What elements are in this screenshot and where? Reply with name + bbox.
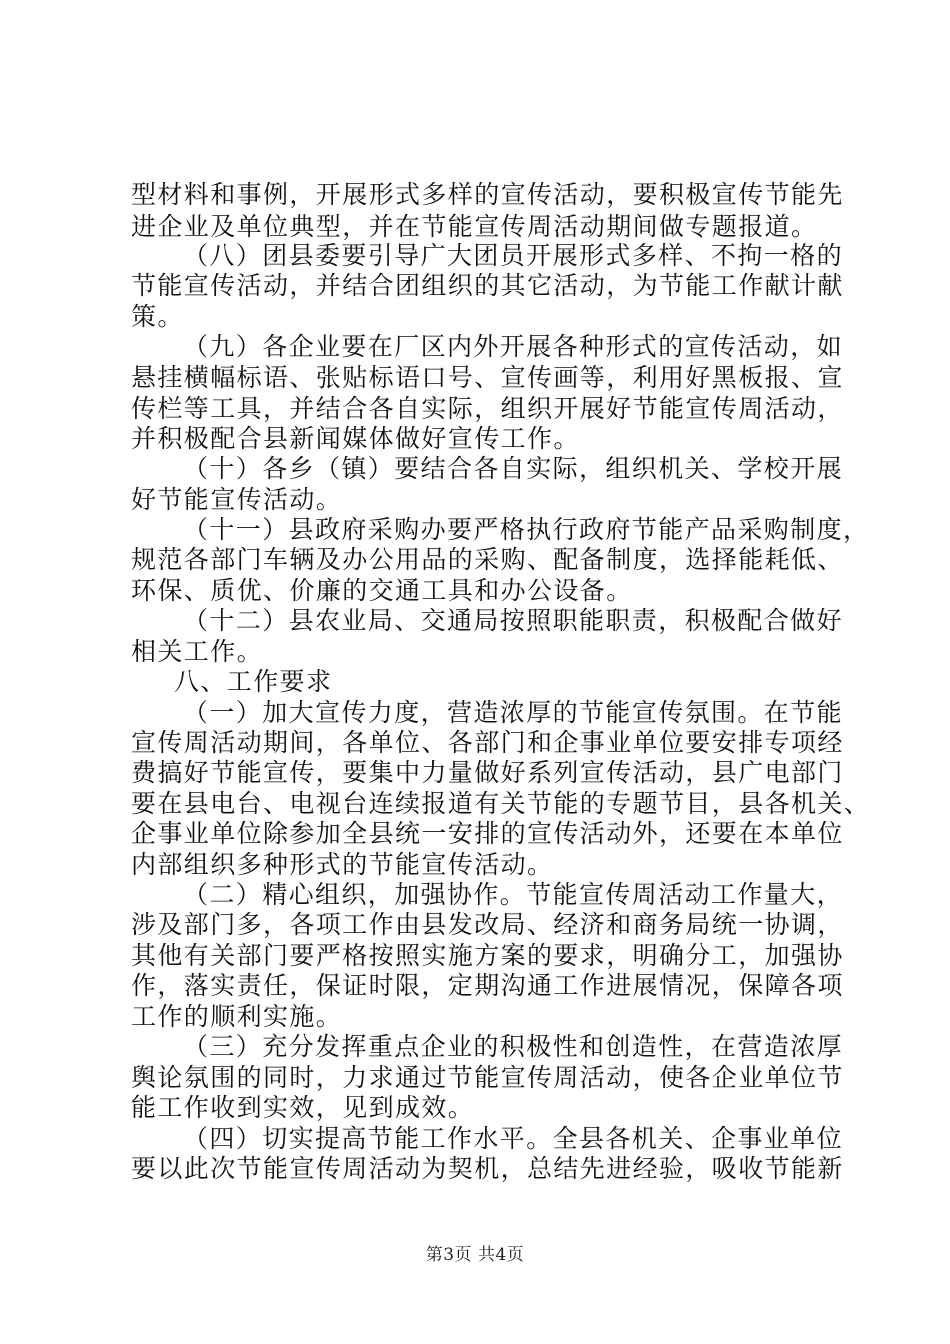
text-line: 内部组织多种形式的节能宣传活动。 <box>131 850 554 879</box>
text-line: 要以此次节能宣传周活动为契机，总结先进经验，吸收节能新 <box>131 1154 844 1183</box>
text-line: 能工作收到实效，见到成效。 <box>131 1093 475 1122</box>
text-line: 要在县电台、电视台连续报道有关节能的专题节目，县各机关、 <box>131 789 871 818</box>
section-heading: 八、工作要求 <box>174 667 333 696</box>
text-line: （二）精心组织，加强协作。节能宣传周活动工作量大， <box>183 880 844 909</box>
text-line: 企事业单位除参加全县统一安排的宣传活动外，还要在本单位 <box>131 819 844 848</box>
text-line: 费搞好节能宣传，要集中力量做好系列宣传活动，县广电部门 <box>131 758 844 787</box>
page-footer: 第3页 共4页 <box>425 1245 525 1265</box>
text-line: （十一）县政府采购办要严格执行政府节能产品采购制度， <box>183 515 870 544</box>
text-line: 舆论氛围的同时，力求通过节能宣传周活动，使各企业单位节 <box>131 1063 844 1092</box>
text-line: （一）加大宣传力度，营造浓厚的节能宣传氛围。在节能 <box>183 698 844 727</box>
text-line: 宣传周活动期间，各单位、各部门和企事业单位要安排专项经 <box>131 728 844 757</box>
text-line: （八）团县委要引导广大团员开展形式多样、不拘一格的 <box>183 241 844 270</box>
text-line: （十）各乡（镇）要结合各自实际，组织机关、学校开展 <box>183 454 844 483</box>
text-line: 节能宣传活动，并结合团组织的其它活动，为节能工作献计献 <box>131 271 844 300</box>
text-line: 其他有关部门要严格按照实施方案的要求，明确分工，加强协 <box>131 941 844 970</box>
text-line: 作，落实责任，保证时限，定期沟通工作进展情况，保障各项 <box>131 971 844 1000</box>
text-line: （三）充分发挥重点企业的积极性和创造性，在营造浓厚 <box>183 1032 844 1061</box>
text-line: 相关工作。 <box>131 637 264 666</box>
text-line: 型材料和事例，开展形式多样的宣传活动，要积极宣传节能先 <box>131 180 844 209</box>
text-line: 好节能宣传活动。 <box>131 485 343 514</box>
text-line: 涉及部门多，各项工作由县发改局、经济和商务局统一协调， <box>131 910 844 939</box>
text-line: （四）切实提高节能工作水平。全县各机关、企事业单位 <box>183 1124 844 1153</box>
text-line: 策。 <box>131 302 184 331</box>
text-line: 悬挂横幅标语、张贴标语口号、宣传画等，利用好黑板报、宣 <box>131 363 844 392</box>
text-line: （九）各企业要在厂区内外开展各种形式的宣传活动，如 <box>183 332 844 361</box>
text-line: 并积极配合县新闻媒体做好宣传工作。 <box>131 424 580 453</box>
text-line: 规范各部门车辆及办公用品的采购、配备制度，选择能耗低、 <box>131 545 844 574</box>
text-line: 环保、质优、价廉的交通工具和办公设备。 <box>131 576 633 605</box>
text-line: 进企业及单位典型，并在节能宣传周活动期间做专题报道。 <box>131 212 818 241</box>
text-line: 传栏等工具，并结合各自实际，组织开展好节能宣传周活动， <box>131 394 844 423</box>
text-line: 工作的顺利实施。 <box>131 1002 343 1031</box>
text-line: （十二）县农业局、交通局按照职能职责，积极配合做好 <box>183 606 844 635</box>
